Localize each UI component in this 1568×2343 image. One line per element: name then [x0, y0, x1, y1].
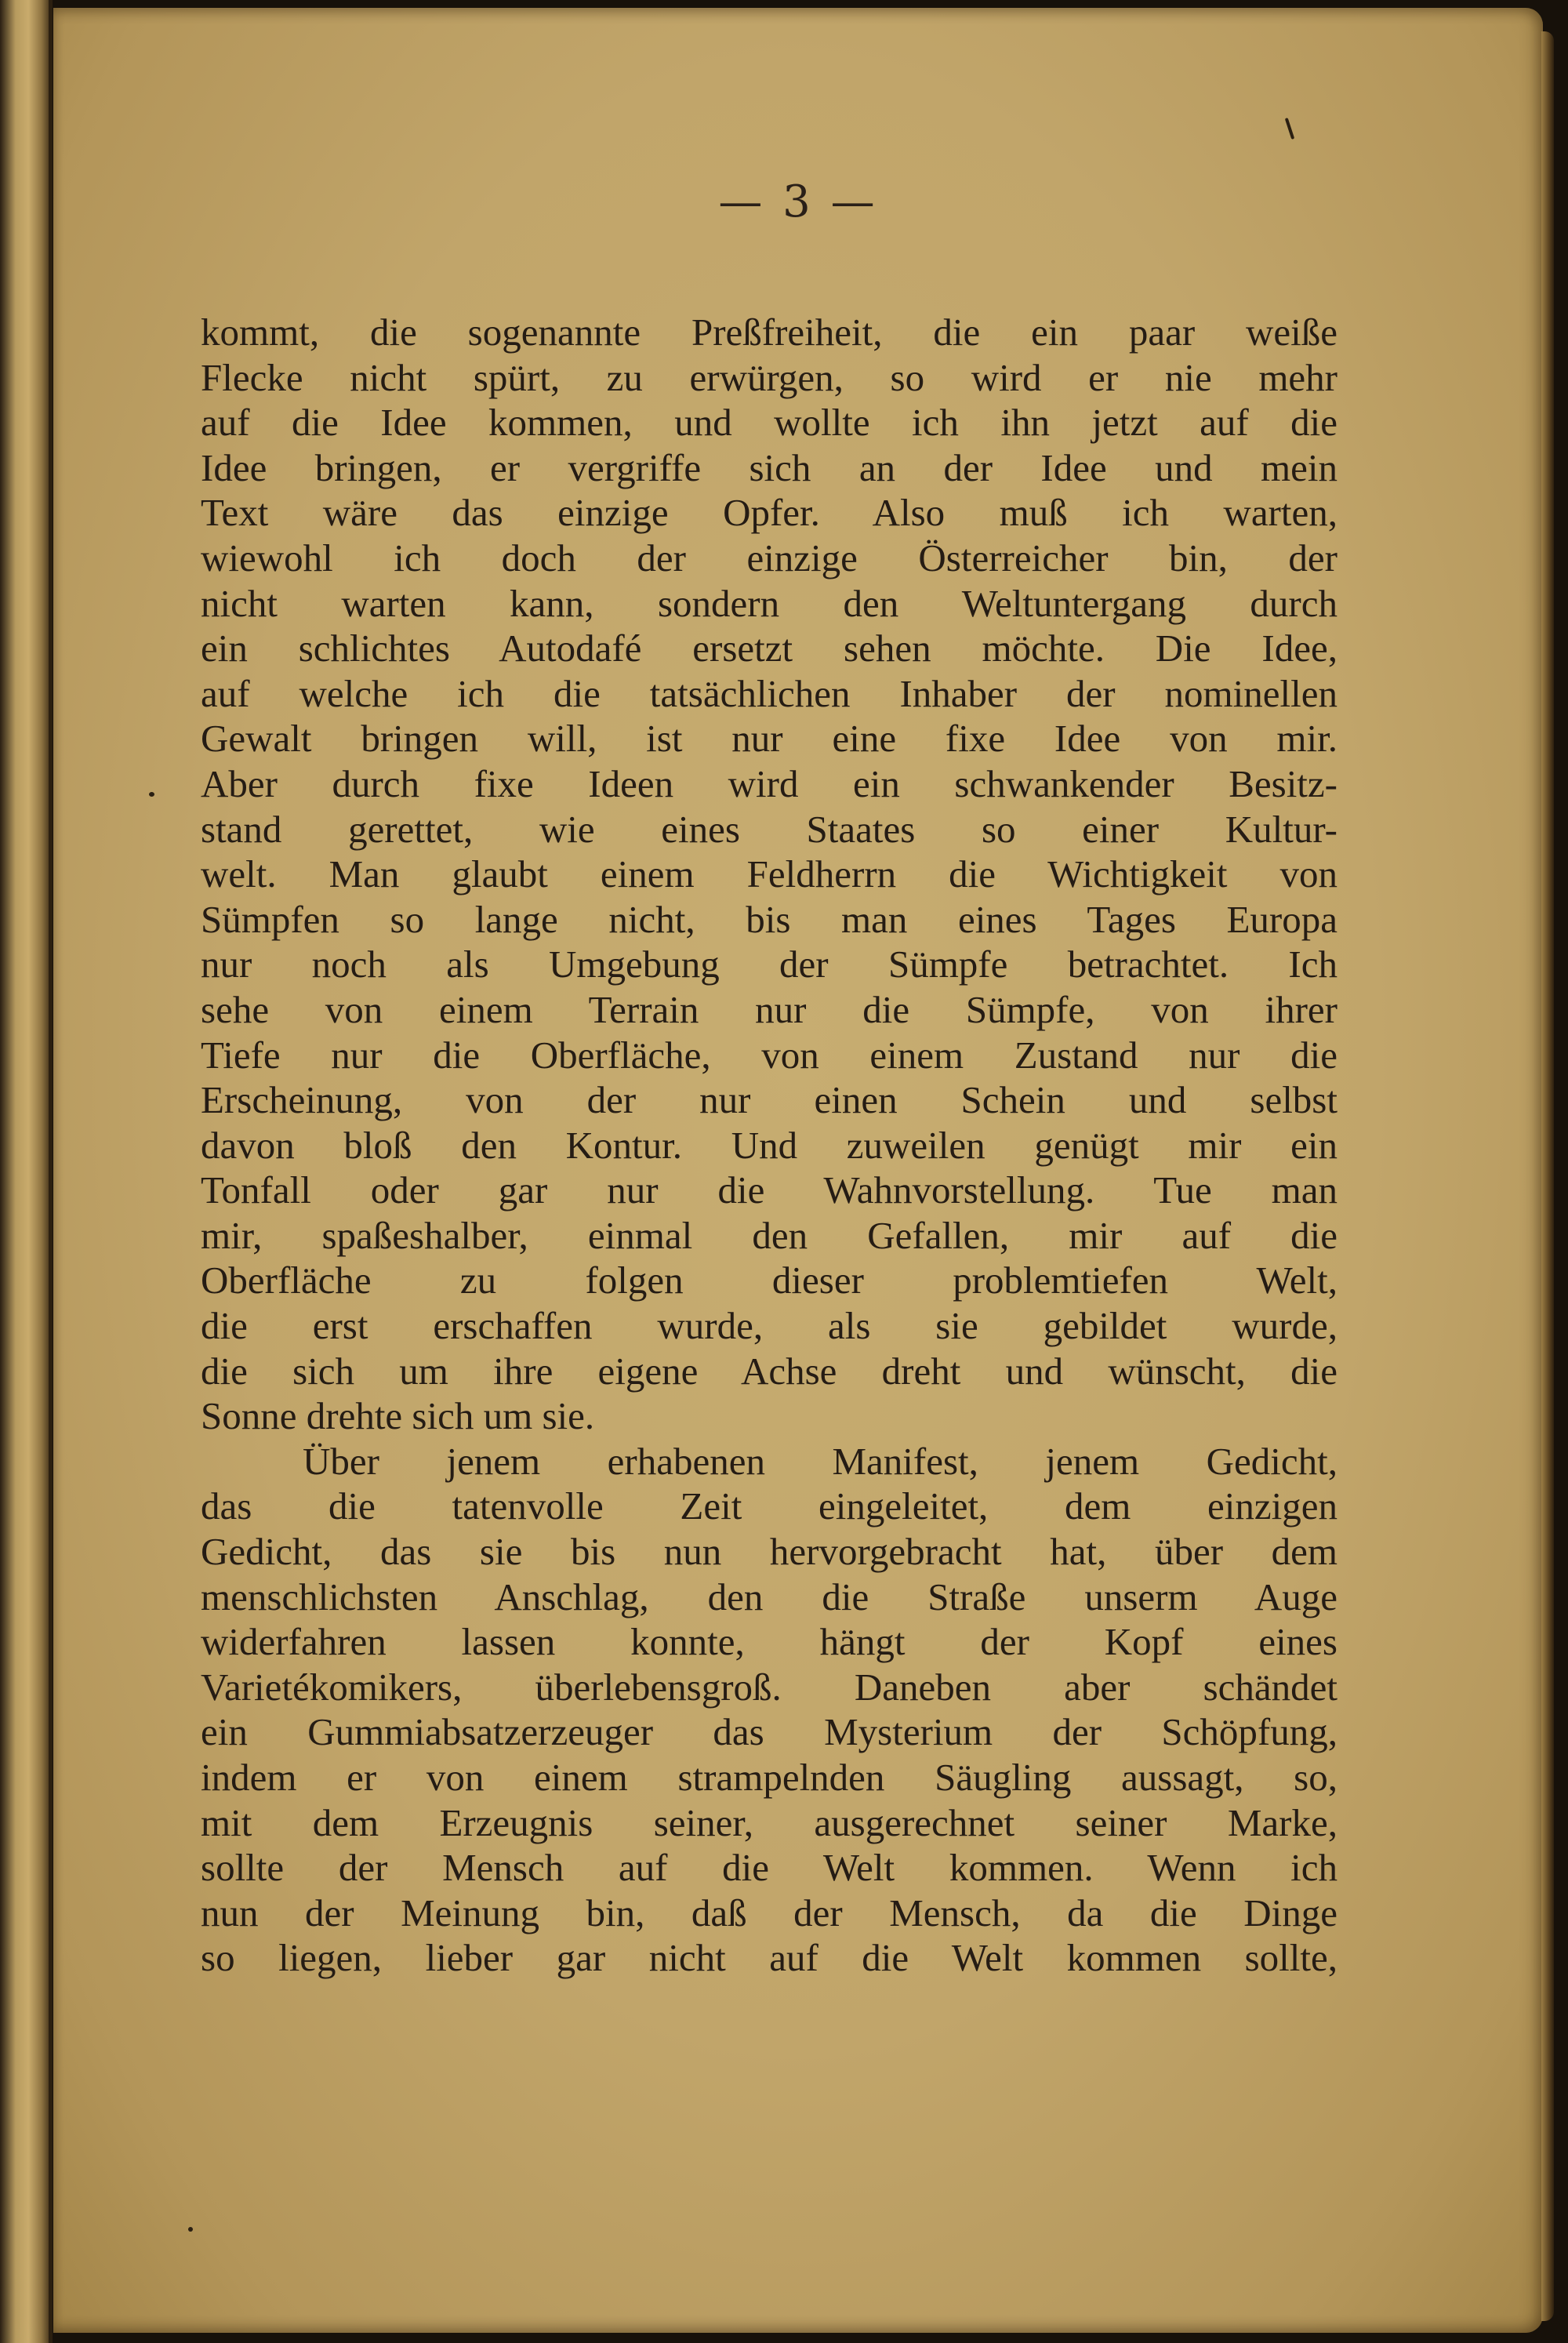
- page-number: — 3 —: [718, 176, 878, 227]
- text-line: sollte der Mensch auf die Welt kommen. Wenn ich: [201, 1846, 1338, 1890]
- text-line: Varietékomikers, überlebensgroß. Daneben aber schändet: [201, 1665, 1338, 1709]
- text-line: indem er von einem strampelnden Säugling aussagt, so,: [201, 1756, 1338, 1799]
- text-line: die erst erschaffen wurde, als sie gebildet wurde,: [201, 1304, 1338, 1348]
- text-line: Aber durch fixe Ideen wird ein schwankender Besitz-: [201, 761, 1338, 805]
- text-line: auf welche ich die tatsächlichen Inhaber der nominellen: [201, 671, 1338, 715]
- text-line: Idee bringen, er vergriffe sich an der Idee und mein: [201, 445, 1338, 489]
- text-line: nur noch als Umgebung der Sümpfe betrachtet. Ich: [201, 943, 1338, 986]
- body-text: [201, 310, 1338, 1981]
- text-line: mit dem Erzeugnis seiner, ausgerechnet seiner Marke,: [201, 1800, 1338, 1844]
- text-line: Sümpfen so lange nicht, bis man eines Tages Europa: [201, 897, 1338, 941]
- text-line: Erscheinung, von der nur einen Schein und selbst: [201, 1078, 1338, 1122]
- text-line: wiewohl ich doch der einzige Österreicher bin, der: [201, 536, 1338, 579]
- text-line: menschlichsten Anschlag, den die Straße unserm Auge: [201, 1575, 1338, 1618]
- book-binding: [0, 0, 52, 2343]
- paragraph-start-line: Über jenem erhabenen Manifest, jenem Gedicht,: [303, 1439, 1338, 1483]
- paragraph-end-line: Sonne drehte sich um sie.: [201, 1394, 595, 1438]
- text-line: welt. Man glaubt einem Feldherrn die Wichtigkeit von: [201, 852, 1338, 896]
- book-page: [53, 8, 1543, 2333]
- text-line: Tonfall oder gar nur die Wahnvorstellung. Tue man: [201, 1168, 1338, 1212]
- text-line: auf die Idee kommen, und wollte ich ihn jetzt auf die: [201, 401, 1338, 445]
- text-line: stand gerettet, wie eines Staates so einer Kultur-: [201, 807, 1338, 851]
- text-line: Oberfläche zu folgen dieser problemtiefen Welt,: [201, 1259, 1338, 1302]
- text-line: Gedicht, das sie bis nun hervorgebracht hat, über dem: [201, 1530, 1338, 1574]
- text-line: Flecke nicht spürt, zu erwürgen, so wird er nie mehr: [201, 355, 1338, 399]
- text-line: das die tatenvolle Zeit eingeleitet, dem einzigen: [201, 1484, 1338, 1528]
- binding-edge: [49, 0, 53, 2343]
- text-line: sehe von einem Terrain nur die Sümpfe, von ihrer: [201, 987, 1338, 1031]
- paper-speck: [1285, 118, 1294, 140]
- paper-speck: [188, 2227, 193, 2232]
- text-line: widerfahren lassen konnte, hängt der Kopf eines: [201, 1620, 1338, 1664]
- text-line: die sich um ihre eigene Achse dreht und wünscht, die: [201, 1349, 1338, 1393]
- text-line: mir, spaßeshalber, einmal den Gefallen, mir auf die: [201, 1213, 1338, 1257]
- text-line: ein Gummiabsatzerzeuger das Mysterium der Schöpfung,: [201, 1710, 1338, 1754]
- paper-speck: [149, 792, 154, 797]
- text-line: davon bloß den Kontur. Und zuweilen genügt mir ein: [201, 1123, 1338, 1167]
- text-line: Tiefe nur die Oberfläche, von einem Zustand nur die: [201, 1033, 1338, 1077]
- text-line: Gewalt bringen will, ist nur eine fixe Idee von mir.: [201, 717, 1338, 761]
- text-line: so liegen, lieber gar nicht auf die Welt kommen sollte,: [201, 1936, 1338, 1980]
- text-line: kommt, die sogenannte Preßfreiheit, die ein paar weiße: [201, 311, 1338, 354]
- page-edge: [1541, 31, 1554, 2321]
- text-line: ein schlichtes Autodafé ersetzt sehen möchte. Die Idee,: [201, 627, 1338, 670]
- text-line: nicht warten kann, sondern den Weltuntergang durch: [201, 581, 1338, 625]
- text-line: Text wäre das einzige Opfer. Also muß ich warten,: [201, 491, 1338, 535]
- text-line: nun der Meinung bin, daß der Mensch, da die Dinge: [201, 1891, 1338, 1934]
